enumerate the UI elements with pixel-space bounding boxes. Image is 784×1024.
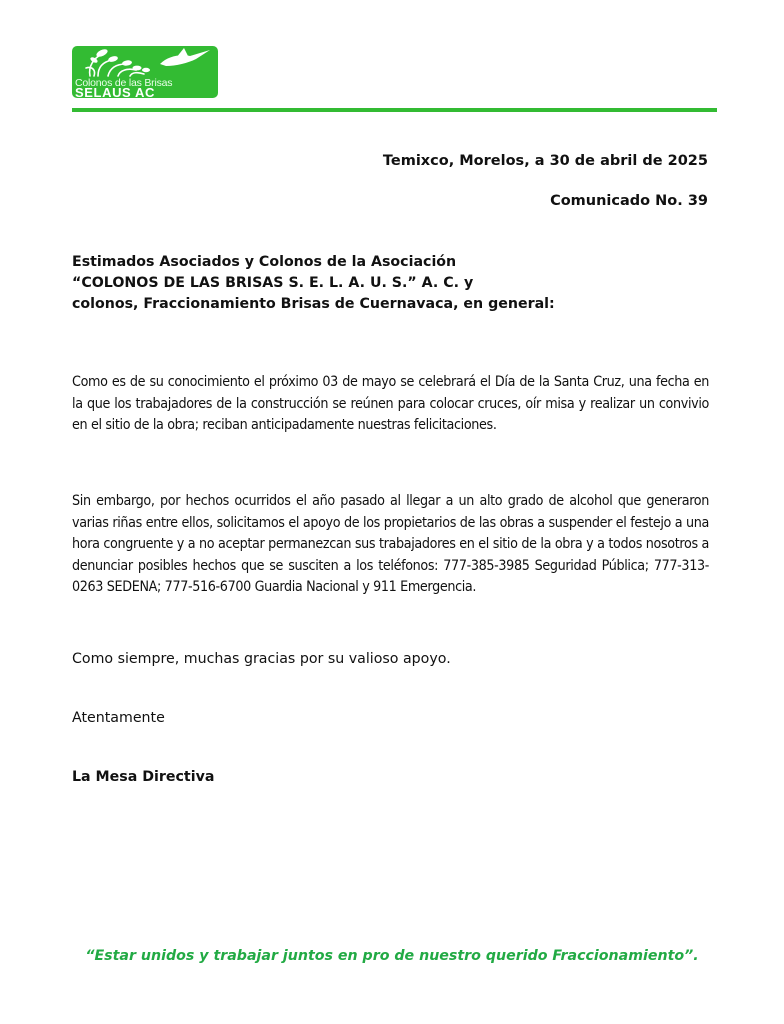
footer-motto: “Estar unidos y trabajar juntos en pro de nuestro querido Fraccionamiento”. xyxy=(85,948,699,964)
header-divider xyxy=(72,108,717,112)
salutation xyxy=(72,252,555,315)
thanks-line: Como siempre, muchas gracias por su valioso apoyo. xyxy=(72,651,451,667)
closing: Atentamente xyxy=(72,710,165,726)
logo-title: SELAUS AC xyxy=(75,85,156,98)
communique-number: Comunicado No. 39 xyxy=(550,193,708,209)
body-paragraph-request: Sin embargo, por hechos ocurridos el año pasado al llegar a un alto grado de alcohol que generaron varias riñas entre ellos, solicitamos el apoyo de los propietarios de las obras a suspender el festejo a una hora congruente y a no aceptar permanezcan sus trabajadores en el sitio de la obra y a todos nosotros a denunciar posibles hechos que se susciten a los teléfonos: 777-385-3985 Seguridad Pública; 777-313-0263 SEDENA; 777-516-6700 Guardia Nacional y 911 Emergencia. xyxy=(72,493,709,595)
salutation-line: colonos, Fraccionamiento Brisas de Cuernavaca, en general: xyxy=(72,296,555,312)
signature: La Mesa Directiva xyxy=(72,769,215,785)
place-date: Temixco, Morelos, a 30 de abril de 2025 xyxy=(382,153,708,169)
salutation-line: Estimados Asociados y Colonos de la Asociación xyxy=(72,254,457,270)
logo-subtitle: Colonos de las Brisas xyxy=(75,77,173,89)
body-paragraph-santa-cruz: Como es de su conocimiento el próximo 03 de mayo se celebrará el Día de la Santa Cruz, una fecha en la que los trabajadores de la construcción se reúnen para colocar cruces, oír misa y realizar un convivio en el sitio de la obra; reciban anticipadamente nuestras felicitaciones. xyxy=(72,374,709,433)
hummingbird-flowers-icon xyxy=(72,46,218,80)
salutation-line: “COLONOS DE LAS BRISAS S. E. L. A. U. S.” A. C. y xyxy=(72,275,474,291)
organization-logo xyxy=(72,46,218,98)
